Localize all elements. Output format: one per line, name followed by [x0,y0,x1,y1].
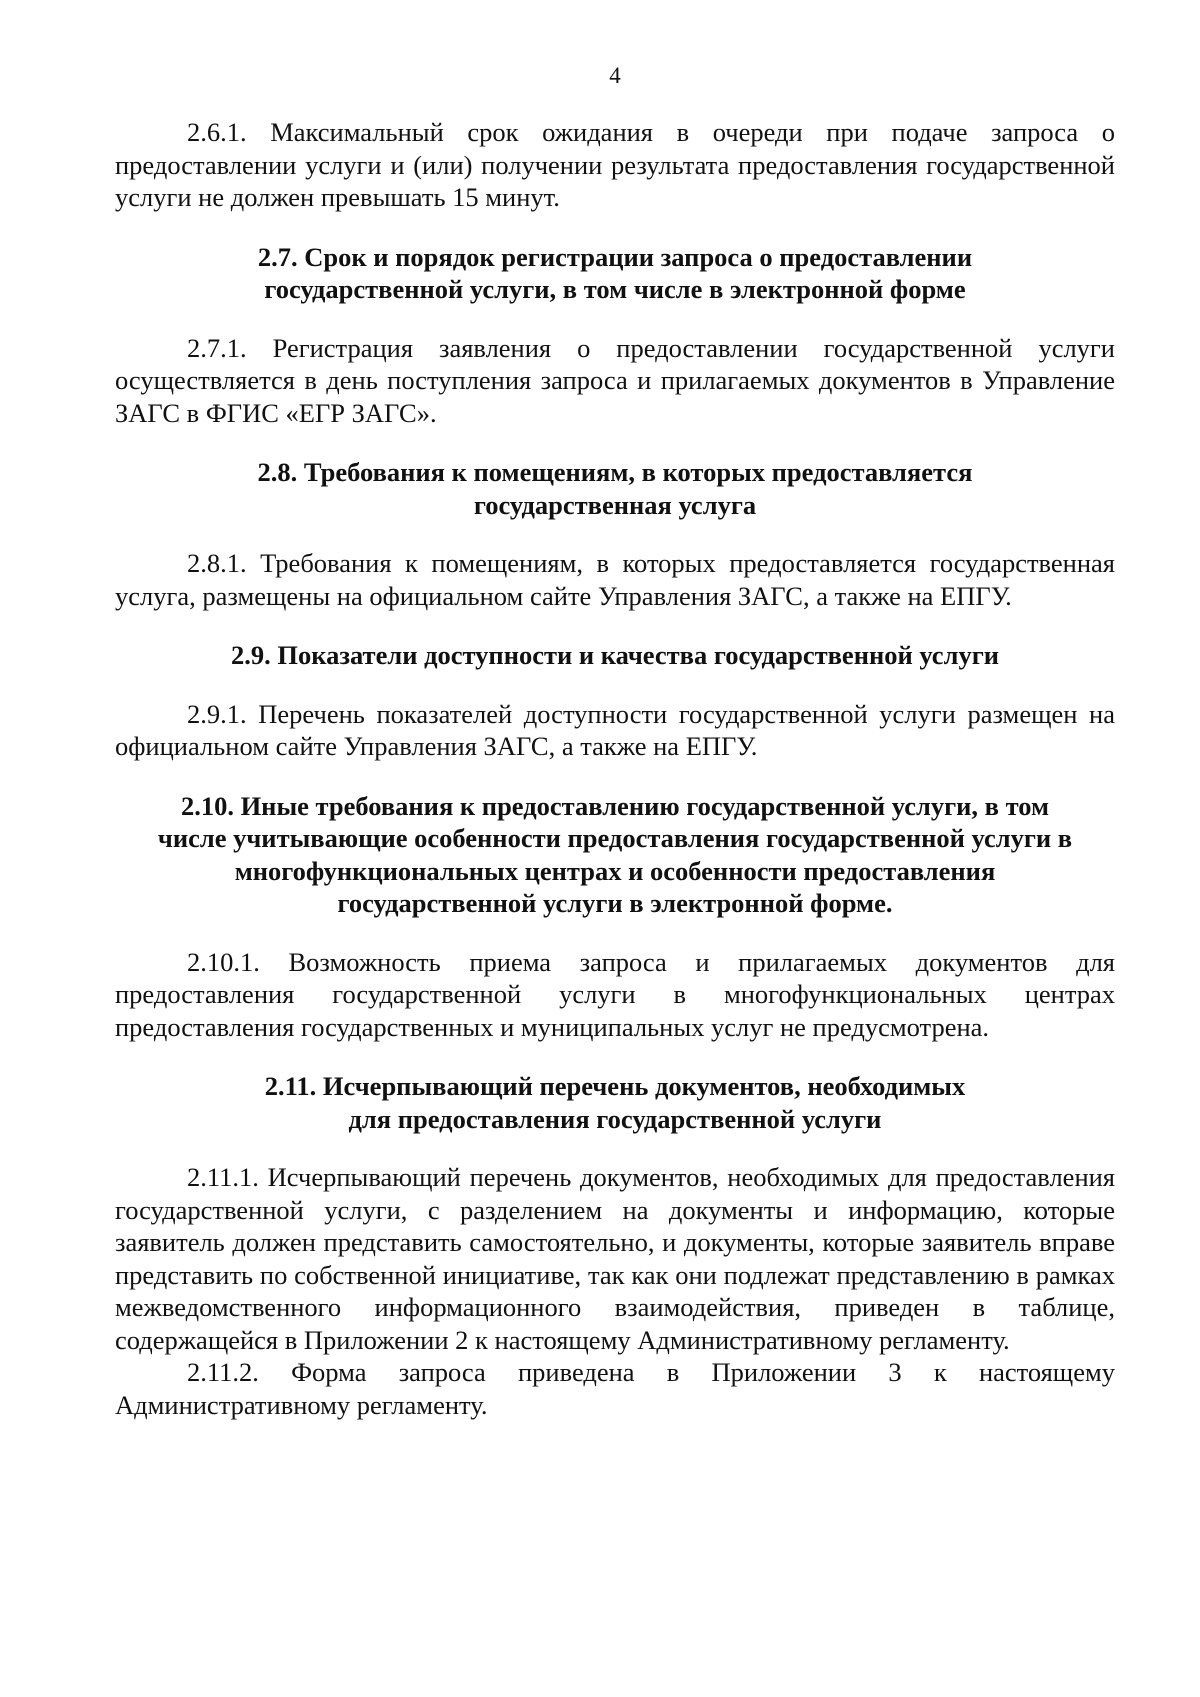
heading-line: для предоставления государственной услуги [348,1103,882,1134]
paragraph-2-6-1: 2.6.1. Максимальный срок ожидания в очереди при подаче запроса о предоставлении услуги и (или) получении результата предоставления государственной услуги не должен превышать 15 минут. [115,117,1115,212]
page-number: 4 [609,63,621,88]
paragraph-2-7-1: 2.7.1. Регистрация заявления о предоставлении государственной услуги осуществляется в день поступления запроса и прилагаемых документов в Управление ЗАГС в ФГИС «ЕГР ЗАГС». [115,332,1115,428]
paragraph-2-9-1: 2.9.1. Перечень показателей доступности государственной услуги размещен на официальном сайте Управления ЗАГС, а также на ЕПГУ. [115,698,1115,761]
paragraph-2-11-2: 2.11.2. Форма запроса приведена в Приложении 3 к настоящему Административному регламенту. [115,1357,1115,1420]
heading-line: 2.8. Требования к помещениям, в которых предоставляется [257,457,973,487]
heading-line: числе учитывающие особенности предоставления государственной услуги в [157,823,1073,853]
heading-line: 2.11. Исчерпывающий перечень документов, необходимых [264,1071,966,1101]
heading-line: 2.9. Показатели доступности и качества государственной услуги [230,640,999,670]
paragraph-2-11-1: 2.11.1. Исчерпывающий перечень документов, необходимых для предоставления государственной услуги, с разделением на документы и информацию, которые заявитель должен представить самостоятельно, и документы, которые заявитель вправе представить по собственной инициативе, так как они подлежат представлению в рамках межведомственного информационного взаимодействия, приведен в таблице, содержащейся в Приложении 2 к настоящему Административному регламенту. [115,1162,1115,1355]
heading-line: многофункциональных центрах и особенности предоставления [234,855,996,886]
heading-2-8 [115,456,1115,521]
heading-2-10 [115,790,1115,920]
heading-2-11 [115,1070,1115,1135]
heading-line: 2.10. Иные требования к предоставлению государственной услуги, в том [180,790,1050,821]
paragraph-2-8-1: 2.8.1. Требования к помещениям, в которых предоставляется государственная услуга, размещены на официальном сайте Управления ЗАГС, а также на ЕПГУ. [115,548,1115,611]
heading-line: государственная услуга [473,489,757,520]
heading-line: государственной услуги в электронной форме. [337,888,893,918]
document-page [115,62,1115,1421]
paragraph-2-10-1: 2.10.1. Возможность приема запроса и прилагаемых документов для предоставления государственной услуги в многофункциональных центрах предоставления государственных и муниципальных услуг не предусмотрена. [115,946,1115,1042]
heading-2-9 [115,639,1115,672]
heading-2-7 [115,241,1115,306]
heading-line: государственной услуги, в том числе в электронной форме [264,274,966,304]
heading-line: 2.7. Срок и порядок регистрации запроса о предоставлении [257,241,973,272]
